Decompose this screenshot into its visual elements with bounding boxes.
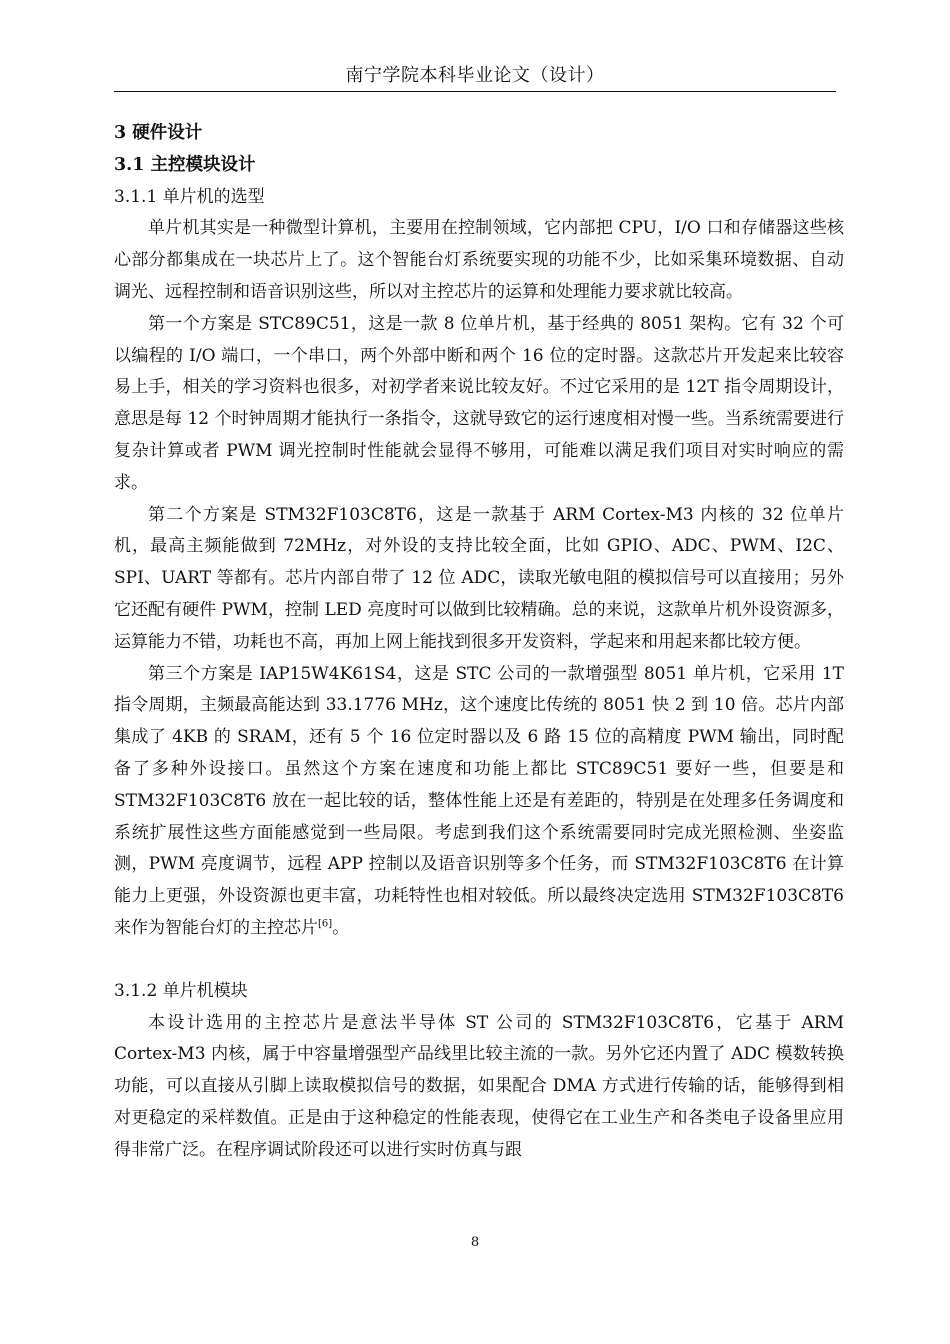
paragraph-option-3-end: 。 (332, 917, 350, 938)
subsection-heading-module: 3.1.2 单片机模块 (114, 980, 248, 1001)
subsection-heading-selection: 3.1.1 单片机的选型 (114, 186, 265, 207)
page-body (114, 118, 844, 1167)
paragraph-module: 本设计选用的主控芯片是意法半导体 ST 公司的 STM32F103C8T6，它基于 ARM Cortex-M3 内核，属于中容量增强型产品线里比较主流的一款。另外它还内置了 ADC 模数转换功能，可以直接从引脚上读取模拟信号的数据，如果配合 DMA 方式进行传输的话，能够得到相对更稳定的采样数值。正是由于这种稳定的性能表现，使得它在工业生产和各类电子设备里应用得非常广泛。在程序调试阶段还可以进行实时仿真与跟 (114, 1012, 844, 1160)
paragraph-intro: 单片机其实是一种微型计算机，主要用在控制领域，它内部把 CPU，I/O 口和存储器这些核心部分都集成在一块芯片上了。这个智能台灯系统要实现的功能不少，比如采集环境数据、自动调光、远程控制和语音识别这些，所以对主控芯片的运算和处理能力要求就比较高。 (114, 218, 844, 302)
paragraph-option-3 (114, 659, 844, 945)
header-divider (114, 91, 836, 92)
section-heading: 3.1 主控模块设计 (114, 154, 256, 175)
paragraph-option-1: 第一个方案是 STC89C51，这是一款 8 位单片机，基于经典的 8051 架构。它有 32 个可以编程的 I/O 端口，一个串口，两个外部中断和两个 16 位的定时器。这款芯片开发起来比较容易上手，相关的学习资料也很多，对初学者来说比较友好。不过它采用的是 12T 指令周期设计，意思是每 12 个时钟周期才能执行一条指令，这就导致它的运行速度相对慢一些。当系统需要进行复杂计算或者 PWM 调光控制时性能就会显得不够用，可能难以满足我们项目对实时响应的需求。 (114, 313, 844, 493)
paragraph-option-2: 第二个方案是 STM32F103C8T6，这是一款基于 ARM Cortex-M3 内核的 32 位单片机，最高主频能做到 72MHz，对外设的支持比较全面，比如 GPIO、ADC、PWM、I2C、SPI、UART 等都有。芯片内部自带了 12 位 ADC，读取光敏电阻的模拟信号可以直接用；另外它还配有硬件 PWM，控制 LED 亮度时可以做到比较精确。总的来说，这款单片机外设资源多，运算能力不错，功耗也不高，再加上网上能找到很多开发资料，学起来和用起来都比较方便。 (114, 504, 844, 652)
chapter-heading: 3 硬件设计 (114, 123, 203, 143)
citation-ref[interactable]: [6] (318, 918, 333, 930)
paragraph-option-3-text: 第三个方案是 IAP15W4K61S4，这是 STC 公司的一款增强型 8051 单片机，它采用 1T 指令周期，主频最高能达到 33.1776 MHz，这个速度比传统的 8051 快 2 到 10 倍。芯片内部集成了 4KB 的 SRAM，还有 5 个 16 位定时器以及 6 路 15 位的高精度 PWM 输出，同时配备了多种外设接口。虽然这个方案在速度和功能上都比 STC89C51 要好一些，但要是和 STM32F103C8T6 放在一起比较的话，整体性能上还是有差距的，特别是在处理多任务调度和系统扩展性这些方面能感觉到一些局限。考虑到我们这个系统需要同时完成光照检测、坐姿监测，PWM 亮度调节，远程 APP 控制以及语音识别等多个任务，而 STM32F103C8T6 在计算能力上更强，外设资源也更丰富，功耗特性也相对较低。所以最终决定选用 STM32F103C8T6 来作为智能台灯的主控芯片 (114, 663, 844, 938)
running-header: 南宁学院本科毕业论文（设计） (345, 65, 605, 86)
page-number: 8 (470, 1235, 480, 1250)
